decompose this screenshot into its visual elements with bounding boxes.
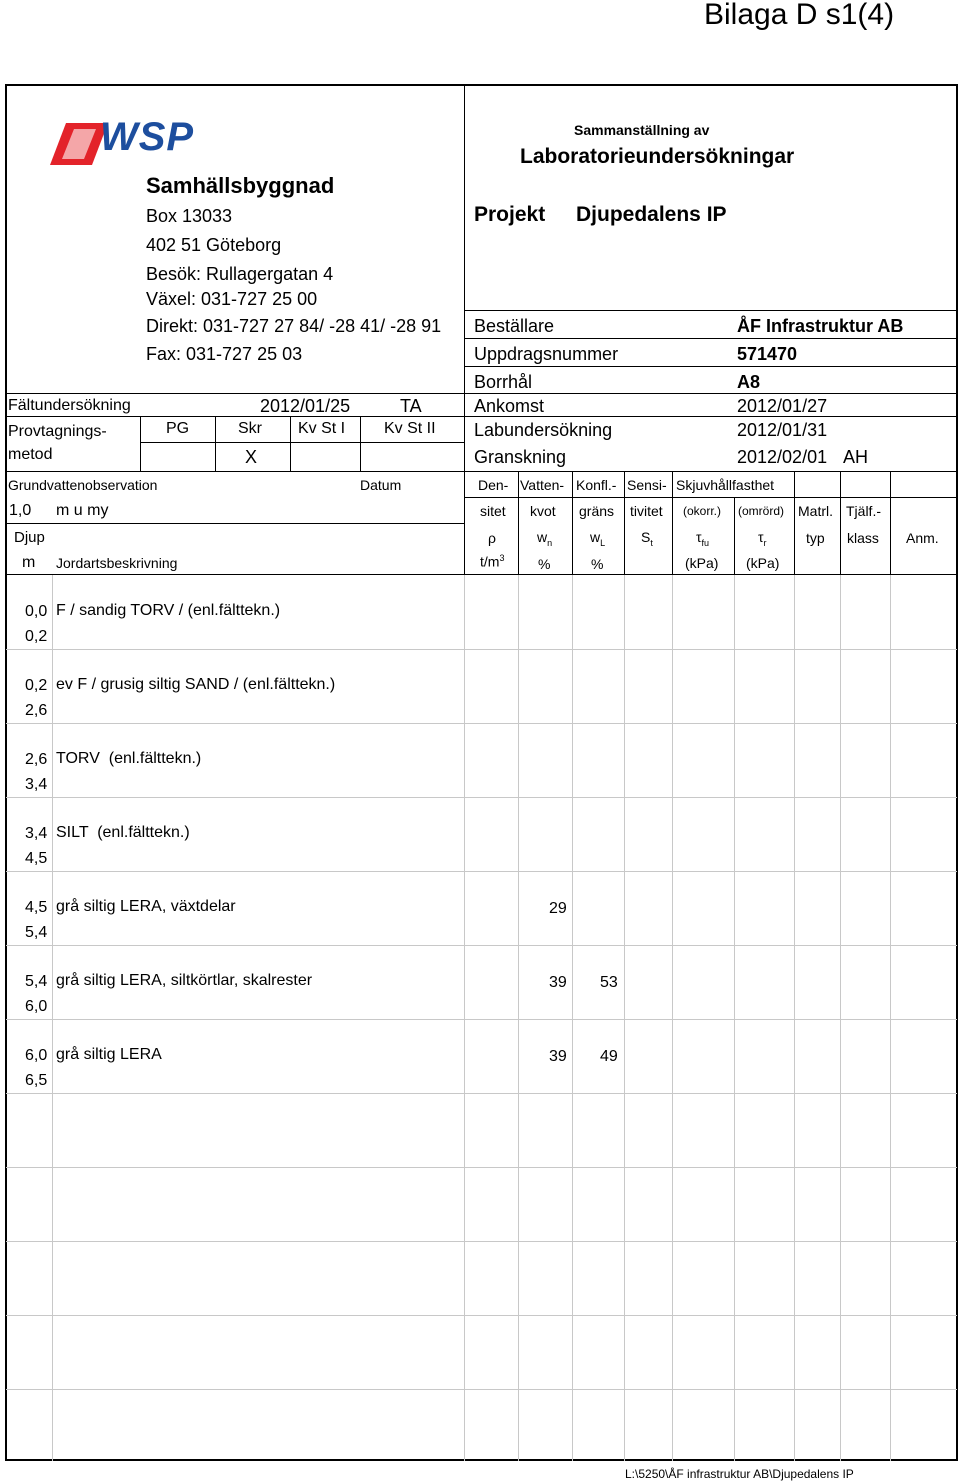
depth-bottom: 0,2: [25, 628, 48, 645]
depth-bottom: 6,5: [25, 1072, 48, 1089]
cons-symbol: $w_L$: [590, 529, 606, 548]
project-label: Projekt: [474, 203, 546, 226]
material-label: Matrl.: [798, 503, 833, 519]
groundwater-unit: m u my: [56, 502, 109, 519]
arrival-label: Ankomst: [474, 396, 545, 416]
groundwater-value: 1,0: [9, 502, 32, 519]
method-label-1: Provtagnings-: [8, 423, 107, 440]
field-date: 2012/01/25: [260, 396, 351, 416]
depth-top: 4,5: [25, 899, 48, 916]
depth-bottom: 5,4: [25, 924, 48, 941]
company-visit: Besök: Rullagergatan 4: [146, 264, 334, 284]
depth-unit: m: [22, 554, 36, 571]
method-kvst1: Kv St I: [298, 420, 346, 437]
water-label-1: Vatten-: [520, 477, 565, 493]
header-title: Laboratorieundersökningar: [520, 145, 795, 168]
footer-file-path: L:\5250\ÅF infrastruktur AB\Djupedalens IP: [625, 1467, 854, 1481]
company-direct: Direkt: 031-727 27 84/ -28 41/ -28 91: [146, 316, 442, 336]
soil-description: F / sandig TORV / (enl.fälttekn.): [56, 602, 281, 619]
depth-bottom: 2,6: [25, 702, 48, 719]
depth-top: 6,0: [25, 1047, 48, 1064]
depth-top: 5,4: [25, 973, 48, 990]
liquid-limit-value: 49: [600, 1048, 618, 1065]
project-value: Djupedalens IP: [576, 203, 727, 226]
borehole-label: Borrhål: [474, 372, 533, 392]
company-box: Box 13033: [146, 206, 233, 226]
method-mark: X: [245, 447, 258, 467]
material-label-2: typ: [806, 530, 825, 546]
method-pg: PG: [166, 420, 190, 437]
borehole-value: A8: [737, 372, 761, 392]
review-value: 2012/02/01: [737, 447, 828, 467]
cons-unit: %: [591, 556, 604, 572]
remolded-label: (omrörd): [738, 504, 785, 518]
density-label-1: Den-: [478, 477, 509, 493]
depth-bottom: 4,5: [25, 850, 48, 867]
undisturbed-symbol: $\tau_{fu}$: [696, 529, 710, 548]
frost-label-2: klass: [847, 530, 879, 546]
assignment-value: 571470: [737, 344, 798, 364]
method-kvst2: Kv St II: [384, 420, 436, 437]
water-label-2: kvot: [530, 503, 556, 519]
soil-desc-label: Jordartsbeskrivning: [56, 555, 178, 571]
remark-label: Anm.: [906, 530, 939, 546]
depth-bottom: 6,0: [25, 998, 48, 1015]
cons-label-2: gräns: [579, 503, 615, 519]
method-skr: Skr: [238, 420, 262, 437]
company-fax: Fax: 031-727 25 03: [146, 344, 303, 364]
density-symbol: ρ: [488, 530, 496, 546]
client-value: ÅF Infrastruktur AB: [737, 316, 904, 336]
remolded-symbol: $\tau_r$: [758, 529, 767, 548]
sens-label-1: Sensi-: [627, 477, 667, 493]
cons-label-1: Konfl.-: [576, 477, 617, 493]
logo-text: WSP: [100, 115, 195, 159]
lab-value: 2012/01/31: [737, 420, 828, 440]
undisturbed-label: (okorr.): [683, 504, 722, 518]
depth-bottom: 3,4: [25, 776, 48, 793]
method-label-2: metod: [8, 446, 53, 463]
header-subtitle: Sammanställning av: [574, 122, 710, 138]
review-sign: AH: [843, 447, 869, 467]
frost-label: Tjälf.-: [846, 503, 881, 519]
water-symbol: $w_n$: [537, 529, 553, 548]
assignment-label: Uppdragsnummer: [474, 344, 619, 364]
wsp-logo: [48, 115, 223, 170]
company-postal: 402 51 Göteborg: [146, 235, 282, 255]
water-content-value: 39: [549, 1048, 567, 1065]
water-unit: %: [538, 556, 551, 572]
field-sign: TA: [400, 396, 422, 416]
soil-description: TORV (enl.fälttekn.): [56, 750, 202, 767]
datum-label: Datum: [360, 477, 402, 493]
depth-top: 0,0: [25, 603, 48, 620]
soil-description: grå siltig LERA, siltkörtlar, skalrester: [56, 972, 313, 989]
water-content-value: 39: [549, 974, 567, 991]
sens-symbol: $S_t$: [641, 529, 653, 548]
density-unit: $t/m^3$: [480, 553, 505, 570]
soil-description: grå siltig LERA: [56, 1046, 162, 1063]
soil-description: grå siltig LERA, växtdelar: [56, 898, 236, 915]
shear-label: Skjuvhållfasthet: [676, 477, 775, 493]
depth-top: 2,6: [25, 751, 48, 768]
field-label: Fältundersökning: [8, 397, 131, 414]
company-switchboard: Växel: 031-727 25 00: [146, 289, 318, 309]
client-label: Beställare: [474, 316, 555, 336]
groundwater-label: Grundvattenobservation: [8, 477, 158, 493]
soil-description: ev F / grusig siltig SAND / (enl.fälttekn.): [56, 676, 336, 693]
review-label: Granskning: [474, 447, 567, 467]
undisturbed-unit: (kPa): [685, 555, 719, 571]
water-content-value: 29: [549, 900, 567, 917]
depth-top: 0,2: [25, 677, 48, 694]
depth-label: Djup: [14, 529, 45, 546]
lab-label: Labundersökning: [474, 420, 613, 440]
depth-top: 3,4: [25, 825, 48, 842]
density-label-2: sitet: [480, 503, 506, 519]
company-name: Samhällsbyggnad: [146, 173, 335, 198]
sens-label-2: tivitet: [630, 503, 663, 519]
arrival-value: 2012/01/27: [737, 396, 828, 416]
page-title: Bilaga D s1(4): [704, 0, 895, 31]
remolded-unit: (kPa): [746, 555, 780, 571]
soil-description: SILT (enl.fälttekn.): [56, 824, 190, 841]
liquid-limit-value: 53: [600, 974, 618, 991]
